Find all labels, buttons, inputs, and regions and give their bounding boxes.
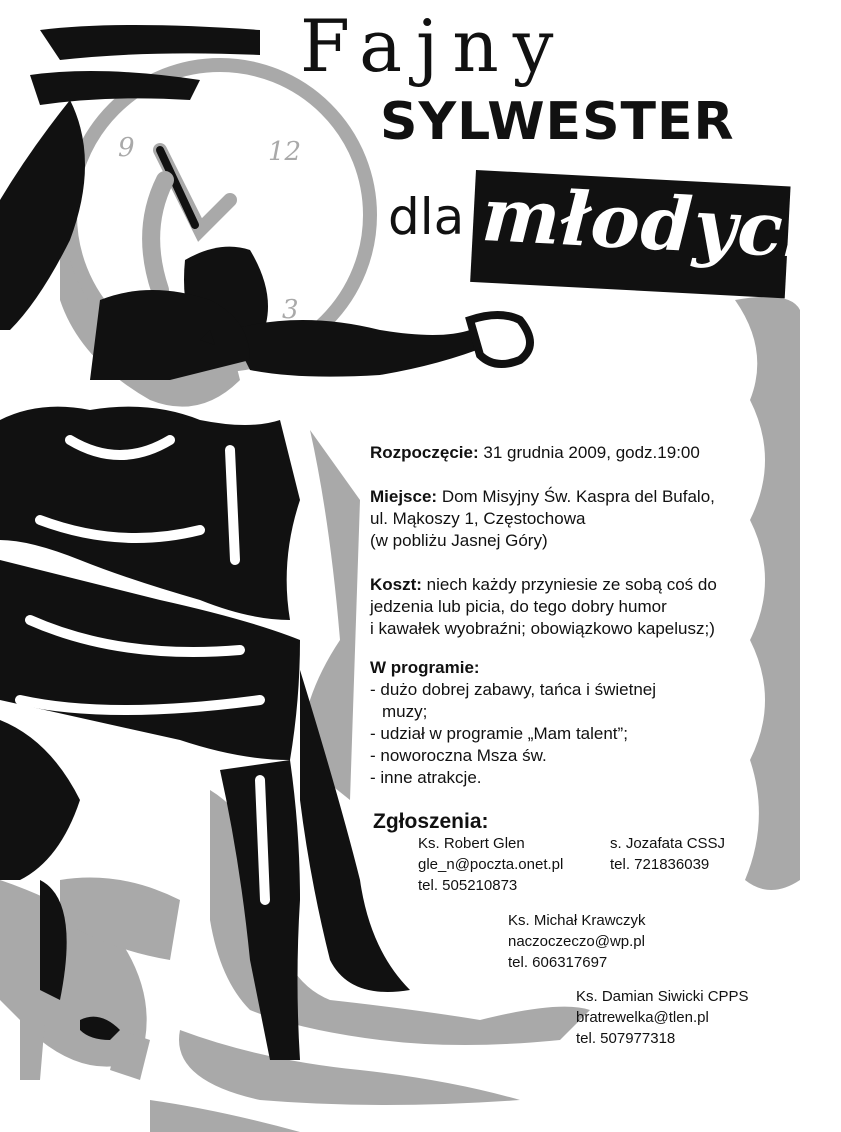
contact-phone: tel. 505210873 (418, 877, 518, 894)
cost-line2: jedzenia lub picia, do tego dobry humor (370, 597, 667, 616)
registration-title: Zgłoszenia: (373, 810, 489, 833)
place-line1: Dom Misyjny Św. Kaspra del Bufalo, (437, 487, 715, 506)
title-dla: dla (388, 188, 465, 246)
cost-label: Koszt: (370, 575, 422, 594)
clock-numeral-9: 9 (118, 133, 135, 163)
contact-robert-glen (418, 833, 563, 896)
title-sylwester: SYLWESTER (380, 92, 735, 152)
place-label: Miejsce: (370, 487, 438, 506)
program-item: - noworoczna Msza św. (370, 746, 547, 765)
clock-numeral-3: 3 (282, 295, 299, 325)
contact-damian-siwicki (576, 986, 749, 1049)
contact-michal-krawczyk (508, 910, 646, 973)
place-line2: ul. Mąkoszy 1, Częstochowa (370, 509, 586, 528)
start-text: 31 grudnia 2009, godz.19:00 (478, 443, 700, 462)
contact-name: s. Jozafata CSSJ (610, 835, 726, 852)
contact-name: Ks. Robert Glen (418, 835, 525, 852)
contact-email: gle_n@poczta.onet.pl (418, 856, 564, 873)
program-label: W programie: (370, 658, 480, 677)
program-item: - udział w programie „Mam talent”; (370, 724, 628, 743)
contact-phone: tel. 721836039 (610, 856, 710, 873)
contact-name: Ks. Damian Siwicki CPPS (576, 988, 749, 1005)
title-fajny: Fajny (300, 4, 568, 88)
contact-phone: tel. 507977318 (576, 1030, 676, 1047)
program-item: - inne atrakcje. (370, 768, 482, 787)
contact-jozafata (610, 833, 725, 875)
section-cost (370, 574, 717, 640)
contact-name: Ks. Michał Krawczyk (508, 912, 646, 929)
section-start (370, 442, 700, 464)
title-mlodych: młodych (479, 172, 841, 277)
cost-line1: niech każdy przyniesie ze sobą coś do (421, 575, 717, 594)
start-label: Rozpoczęcie: (370, 443, 479, 462)
clock-numeral-12: 12 (268, 137, 302, 167)
contact-email: naczoczeczo@wp.pl (508, 933, 645, 950)
contact-phone: tel. 606317697 (508, 954, 608, 971)
place-line3: (w pobliżu Jasnej Góry) (370, 531, 548, 550)
program-item: - dużo dobrej zabawy, tańca i świetnej muzy; (370, 680, 657, 721)
program-list (370, 679, 670, 789)
cost-line3: i kawałek wyobraźni; obowiązkowo kapelusz;) (370, 619, 715, 638)
section-place (370, 486, 715, 552)
contact-email: bratrewelka@tlen.pl (576, 1009, 709, 1026)
section-program (370, 657, 670, 789)
